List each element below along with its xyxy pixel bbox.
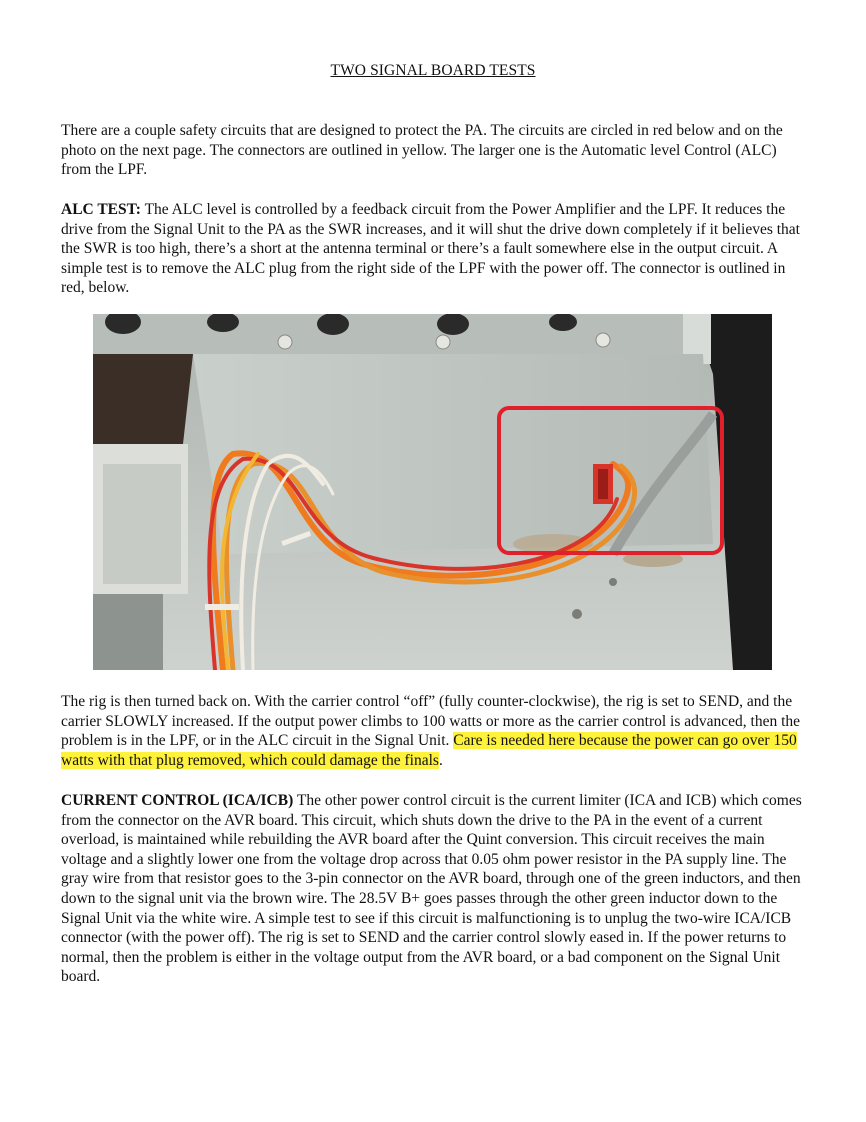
page-title: TWO SIGNAL BOARD TESTS [330, 62, 536, 79]
alc-test-heading: ALC TEST: [61, 201, 141, 218]
alc-connector-photo [93, 314, 772, 670]
current-control-heading: CURRENT CONTROL (ICA/ICB) [61, 792, 294, 809]
intro-paragraph: There are a couple safety circuits that are designed to protect the PA. The circuits are circled in red below and on the photo on the next page. The connectors are outlined in yellow. The larger one is the Automatic level Control (ALC) from the LPF. [61, 122, 783, 179]
after-photo-paragraph [61, 692, 806, 770]
current-control-paragraph [61, 791, 806, 987]
alc-test-body: The ALC level is controlled by a feedback circuit from the Power Amplifier and the LPF. It reduces the drive from the Signal Unit to the PA as the SWR increases, and it will shut the drive down completely if it believes that the SWR is too high, there’s a short at the antenna terminal or there’s a fault somewhere else in the output circuit. A simple test is to remove the ALC plug from the right side of the LPF with the power off. The connector is outlined in red, below. [61, 201, 800, 297]
after-photo-end: . [438, 751, 443, 769]
after-photo-body: The rig is then turned back on. With the carrier control “off” (fully counter-clockwise), the rig is set to SEND, and the carrier SLOWLY increased. If the output power climbs to 100 watts or more as the carrier control is advanced, then the problem is in the LPF, or in the ALC circuit in the Signal Unit. [61, 693, 801, 750]
highlighted-warning: Care is needed here because the power can go over 150 watts with that plug removed, which could damage the finals [61, 732, 797, 769]
alc-test-paragraph [61, 200, 806, 298]
current-control-body: The other power control circuit is the current limiter (ICA and ICB) which comes from the connector on the AVR board. This circuit, which shuts down the drive to the PA in the event of a current overload, is maintained while rebuilding the AVR board after the Quint conversion. This circuit receives the main voltage and a slightly lower one from the voltage drop across that 0.05 ohm power resistor in the PA supply line. The gray wire from that resistor goes to the 3-pin connector on the AVR board, through one of the green inductors, and then down to the signal unit via the brown wire. The 28.5V B+ goes passes through the other green inductor down to the Signal Unit via the white wire. A simple test to see if this circuit is malfunctioning is to unplug the two-wire ICA/ICB connector (with the power off). The rig is set to SEND and the carrier control slowly eased in. If the power returns to normal, then the problem is either in the voltage output from the AVR board, or a bad component on the Signal Unit board. [61, 792, 802, 986]
